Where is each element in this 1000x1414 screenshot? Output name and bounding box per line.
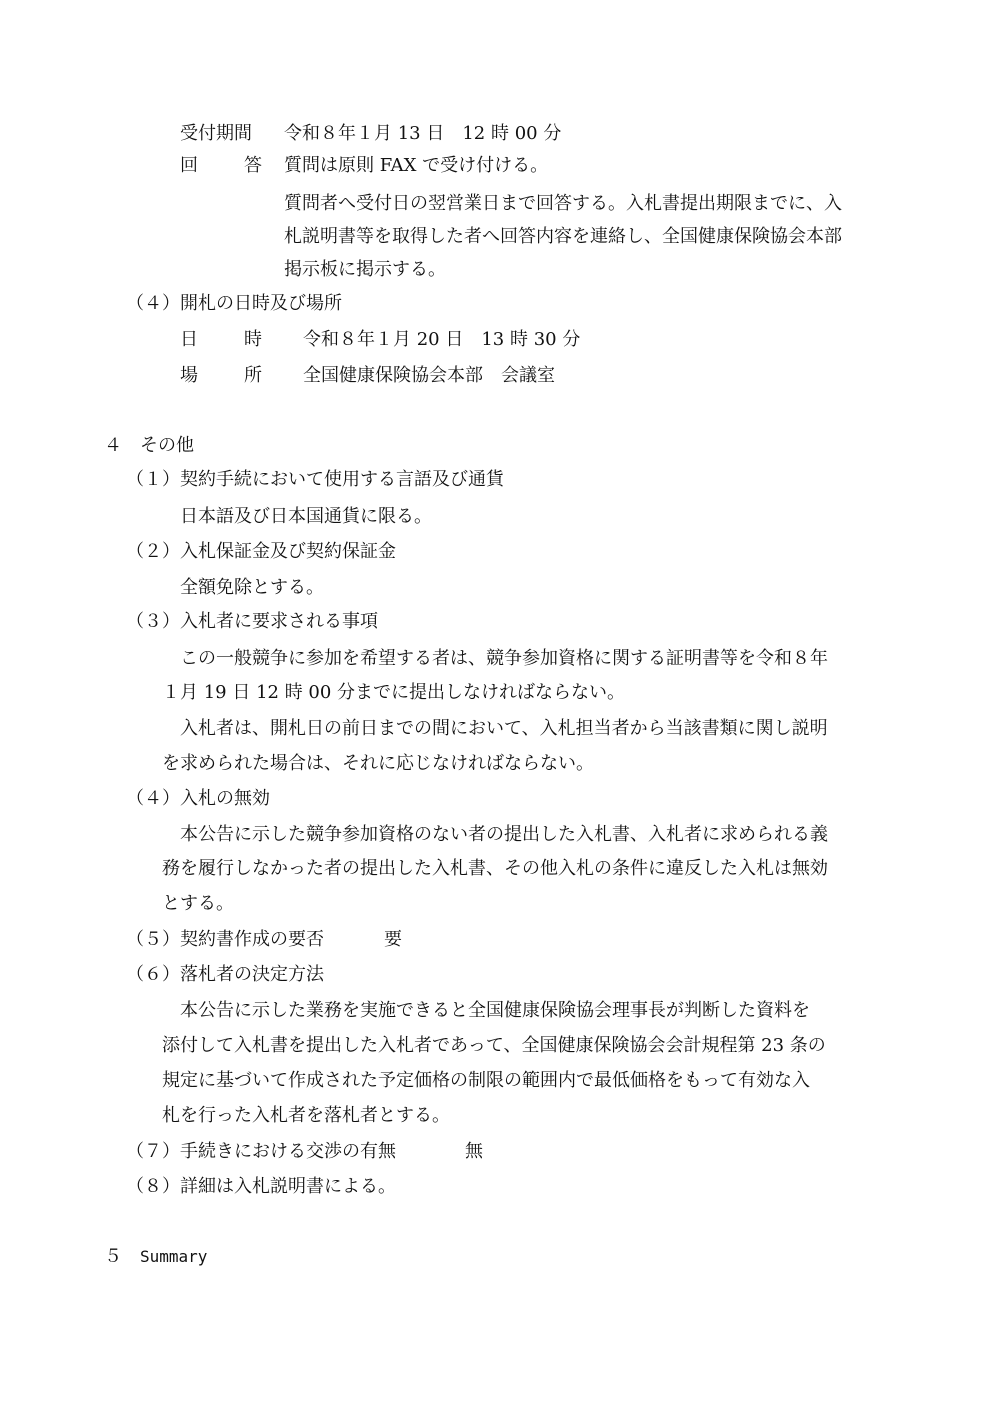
item-6-heading: （６）落札者の決定方法: [126, 964, 324, 985]
item-1-body: 日本語及び日本国通貨に限る。: [180, 506, 432, 527]
answer-line-3: 札説明書等を取得した者へ回答内容を連絡し、全国健康保険協会本部: [284, 226, 842, 247]
item-2-heading: （２）入札保証金及び契約保証金: [126, 541, 396, 562]
answer-label-second: 答: [244, 155, 262, 176]
item-3-paragraph-2-line-1: 入札者は、開札日の前日までの間において、入札担当者から当該書類に関し説明: [180, 718, 828, 739]
item-6-line-4: 札を行った入札者を落札者とする。: [162, 1105, 450, 1126]
opening-place-label-second: 所: [244, 365, 262, 386]
item-3-paragraph-1-line-1: この一般競争に参加を希望する者は、競争参加資格に関する証明書等を令和８年: [180, 648, 828, 669]
section-4-heading: ４ その他: [104, 435, 194, 456]
item-8-heading: （８）詳細は入札説明書による。: [126, 1176, 396, 1197]
item-4-line-3: とする。: [162, 893, 234, 914]
item-6-line-2: 添付して入札書を提出した入札者であって、全国健康保険協会会計規程第 23 条の: [162, 1035, 826, 1056]
item-2-body: 全額免除とする。: [180, 577, 324, 598]
opening-datetime-label-second: 時: [244, 329, 262, 350]
item-6-line-3: 規定に基づいて作成された予定価格の制限の範囲内で最低価格をもって有効な入: [162, 1070, 810, 1091]
item-7-value: 無: [465, 1141, 483, 1162]
item-3-paragraph-2-line-2: を求められた場合は、それに応じなければならない。: [162, 753, 594, 774]
opening-heading: （４）開札の日時及び場所: [126, 293, 342, 314]
item-3-paragraph-1-line-2: １月 19 日 12 時 00 分までに提出しなければならない。: [162, 682, 626, 703]
item-1-heading: （１）契約手続において使用する言語及び通貨: [126, 469, 504, 490]
section-5-title: Summary: [140, 1247, 208, 1266]
opening-place-label-first: 場: [180, 365, 198, 386]
reception-period-value: 令和８年１月 13 日 12 時 00 分: [284, 123, 562, 144]
opening-datetime-value: 令和８年１月 20 日 13 時 30 分: [303, 329, 581, 350]
item-5-heading: （５）契約書作成の要否: [126, 929, 324, 950]
item-4-line-1: 本公告に示した競争参加資格のない者の提出した入札書、入札者に求められる義: [180, 824, 828, 845]
answer-line-4: 掲示板に掲示する。: [284, 259, 446, 280]
item-3-heading: （３）入札者に要求される事項: [126, 611, 378, 632]
answer-label-first: 回: [180, 155, 198, 176]
opening-datetime-label-first: 日: [180, 329, 198, 350]
answer-line-2: 質問者へ受付日の翌営業日まで回答する。入札書提出期限までに、入: [284, 193, 842, 214]
item-5-value: 要: [384, 929, 402, 950]
item-7-heading: （７）手続きにおける交渉の有無: [126, 1141, 396, 1162]
item-6-line-1: 本公告に示した業務を実施できると全国健康保険協会理事長が判断した資料を: [180, 1000, 810, 1021]
opening-place-value: 全国健康保険協会本部 会議室: [303, 365, 555, 386]
item-4-line-2: 務を履行しなかった者の提出した入札書、その他入札の条件に違反した入札は無効: [162, 858, 828, 879]
answer-line-1: 質問は原則 FAX で受け付ける。: [284, 155, 549, 176]
section-5-number: ５: [104, 1246, 122, 1267]
item-4-heading: （４）入札の無効: [126, 788, 270, 809]
reception-period-label: 受付期間: [180, 123, 252, 144]
